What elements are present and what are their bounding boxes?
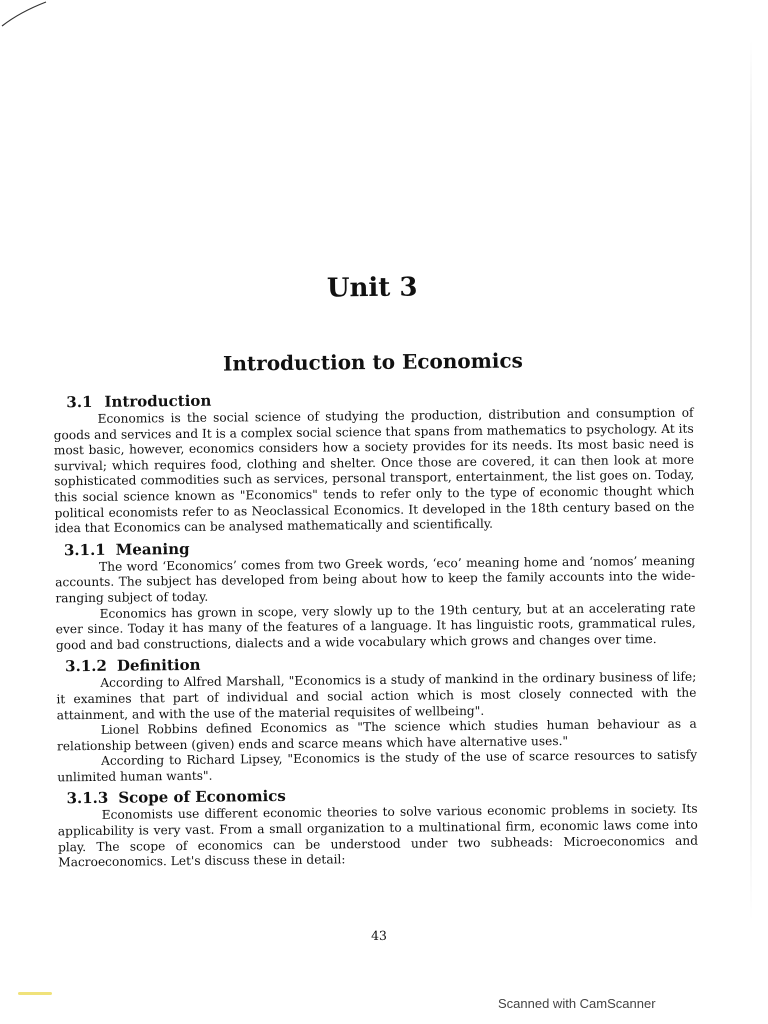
section-title: Definition	[116, 656, 201, 676]
scanner-watermark: Scanned with CamScanner	[498, 996, 656, 1011]
paragraph-introduction: Economics is the social science of studying the production, distribution and consumption of goods and services and It is a complex social science that spans from mathematics to psychology. At its most basic, however, economics considers how a society provides for its needs. Its most basic need is survival; which requires food, clothing and shelter. Once those are covered, it can then look at more sophisticated commodities such as services, personal transport, entertainment, the list goes on. Today, this social science known as "Economics" tends to refer only to the type of economic thought which political economists refer to as Neoclassical Economics. It developed in the 18th century based on the idea that Economics can be analysed mathematically and scientifically.	[53, 405, 695, 536]
section-number: 3.1.3	[66, 789, 109, 808]
page-number: 43	[370, 927, 388, 944]
paragraph-meaning-2: Economics has grown in scope, very slowly up to the 19th century, but at an accelerating rate ever since. Today it has many of the features of a language. It has linguistic roots, grammatical rules, good and bad constructions, dialects and a wide vocabulary which grows and changes over time.	[55, 600, 696, 653]
unit-title: Unit 3	[326, 272, 418, 304]
document-page	[52, 267, 699, 944]
section-number: 3.1.1	[63, 540, 106, 559]
highlighter-mark	[18, 992, 52, 995]
section-title: Meaning	[115, 539, 190, 559]
section-title: Introduction	[104, 391, 212, 411]
paragraph-scope: Economists use different economic theories to solve various economic problems in society. Its applicability is very vast. From a small organization to a multinational firm, economic laws come into play. The scope of economics can be understood under two subheads: Microeconomics and Macroeconomics. Let's discuss these in detail:	[57, 802, 699, 870]
paragraph-meaning-1: The word ‘Economics’ comes from two Greek words, ‘eco’ meaning home and ‘nomos’ meaning accounts. The subject has developed from being about how to keep the family accounts into the wide-ranging subject of today.	[55, 553, 696, 606]
section-number: 3.1.2	[65, 657, 107, 676]
section-title: Scope of Economics	[118, 787, 286, 808]
paragraph-definition-marshall: According to Alfred Marshall, "Economics is a study of mankind in the ordinary business of life; it examines that part of individual and social action which is most closely connected with the attainment, and with the use of the material requisites of wellbeing".	[56, 669, 697, 722]
paragraph-definition-lipsey: According to Richard Lipsey, "Economics is the study of the use of scarce resources to satisfy unlimited human wants".	[57, 747, 698, 785]
scan-edge-shadow	[750, 40, 752, 920]
scan-artifact-line	[0, 0, 80, 30]
chapter-title: Introduction to Economics	[222, 348, 523, 376]
section-number: 3.1	[66, 392, 93, 412]
paragraph-definition-robbins: Lionel Robbins defined Economics as "The science which studies human behaviour as a relationship between (given) ends and scarce means which have alternative uses."	[56, 716, 697, 754]
